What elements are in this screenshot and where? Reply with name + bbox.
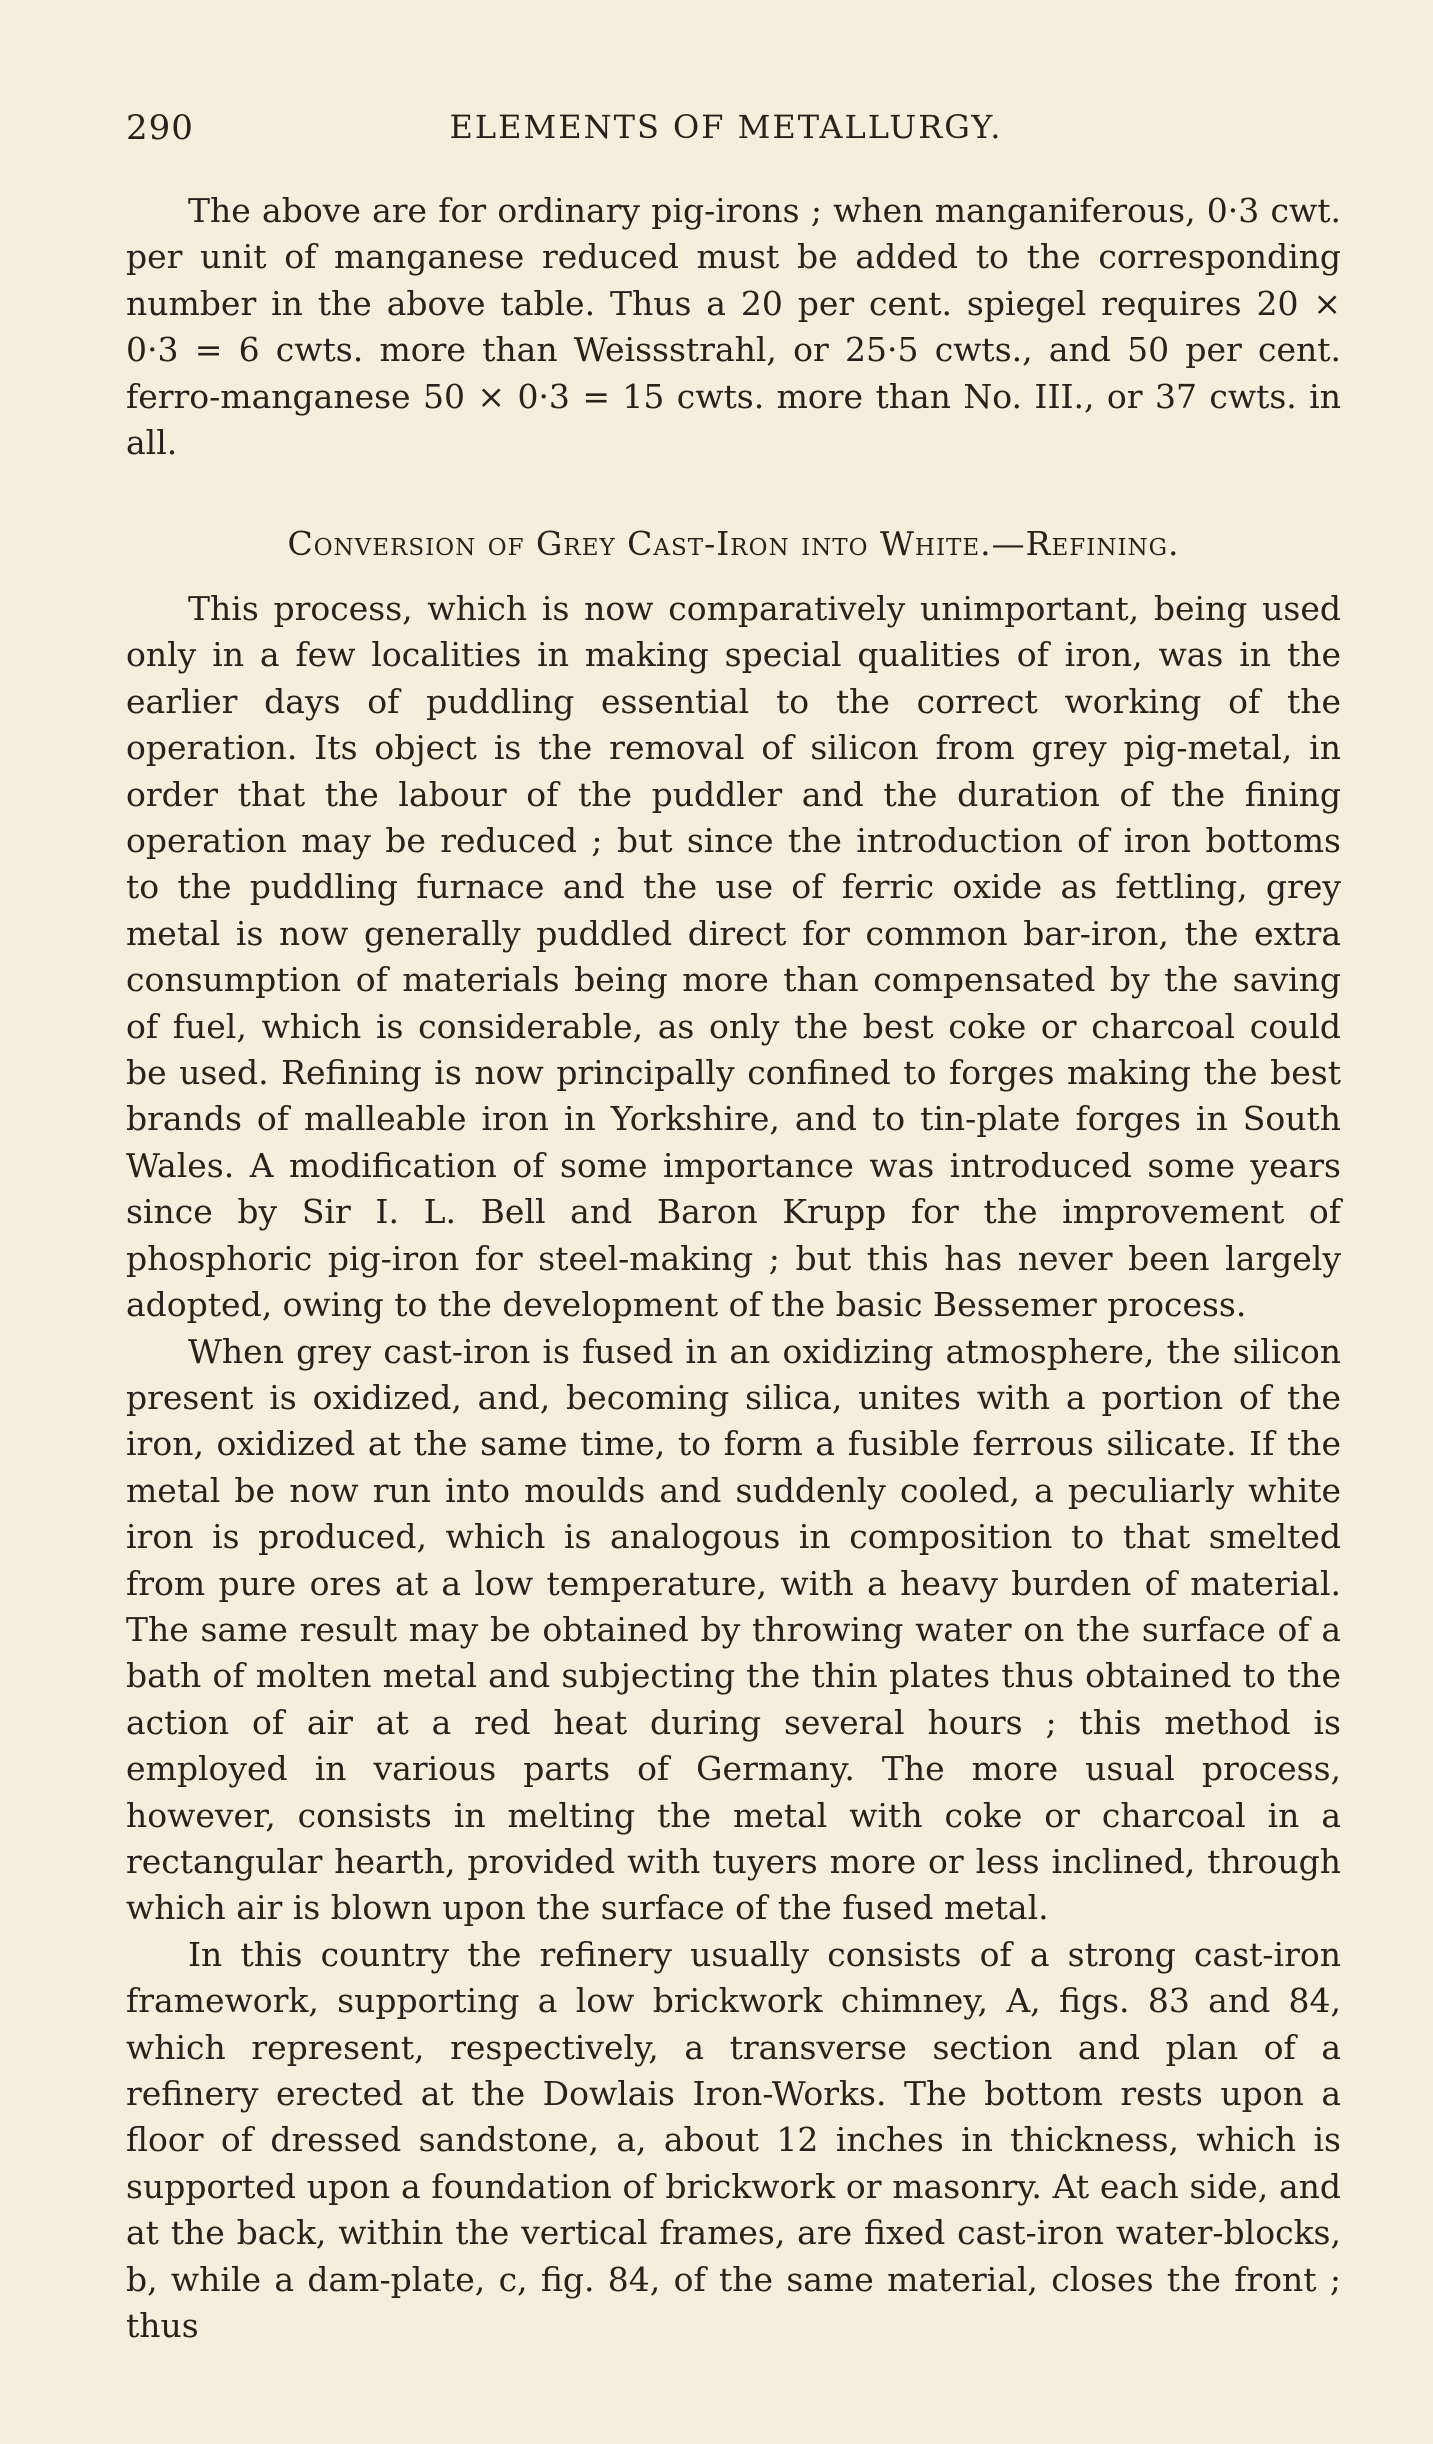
page-header (126, 108, 1326, 158)
intro-paragraph: The above are for ordinary pig-irons ; when manganiferous, 0·3 cwt. per unit of manganese reduced must be added to the corresponding number in the above table. Thus a 20 per cent. spiegel requires 20 × 0·3 = 6 cwts. more than Weissstrahl, or 25·5 cwts., and 50 per cent. ferro-manganese 50 × 0·3 = 15 cwts. more than No. III., or 37 cwts. in all. (126, 191, 1341, 463)
section-heading: Conversion of Grey Cast-Iron into White.—Refining. (287, 524, 1180, 563)
section-text-block (126, 586, 1341, 2349)
running-title: ELEMENTS OF METALLURGY. (449, 108, 1003, 146)
page-number: 290 (126, 108, 194, 148)
intro-text-block (126, 188, 1341, 466)
paragraph-oxidizing-atmosphere: When grey cast-iron is fused in an oxidizing atmosphere, the silicon present is oxidized, and, becoming silica, unites with a portion of the iron, oxidized at the same time, to form a fusible ferrous silicate. If the metal be now run into moulds and suddenly cooled, a peculiarly white iron is produced, which is analogous in composition to that smelted from pure ores at a low temperature, with a heavy burden of material. The same result may be obtained by throwing water on the surface of a bath of molten metal and subjecting the thin plates thus obtained to the action of air at a red heat during several hours ; this method is employed in various parts of Germany. The more usual process, however, consists in melting the metal with coke or charcoal in a rectangular hearth, provided with tuyers more or less inclined, through which air is blown upon the surface of the fused metal. (126, 1331, 1341, 1928)
paragraph-refinery-construction: In this country the refinery usually consists of a strong cast-iron framework, supporting a low brickwork chimney, A, figs. 83 and 84, which represent, respectively, a transverse section and plan of a refinery erected at the Dowlais Iron-Works. The bottom rests upon a floor of dressed sandstone, a, about 12 inches in thickness, which is supported upon a foundation of brickwork or masonry. At each side, and at the back, within the vertical frames, are fixed cast-iron water-blocks, b, while a dam-plate, c, fig. 84, of the same material, closes the front ; thus (126, 1934, 1341, 2346)
paragraph-refining-process: This process, which is now comparatively unimportant, being used only in a few localities in making special qualities of iron, was in the earlier days of puddling essential to the correct working of the operation. Its object is the removal of silicon from grey pig-metal, in order that the labour of the puddler and the duration of the fining operation may be reduced ; but since the introduction of iron bottoms to the puddling furnace and the use of ferric oxide as fettling, grey metal is now generally puddled direct for common bar-iron, the extra consumption of materials being more than compensated by the saving of fuel, which is considerable, as only the best coke or charcoal could be used. Refining is now principally confined to forges making the best brands of malleable iron in Yorkshire, and to tin-plate forges in South Wales. A modification of some importance was introduced some years since by Sir I. L. Bell and Baron Krupp for the improvement of phosphoric pig-iron for steel-making ; but this has never been largely adopted, owing to the development of the basic Bessemer process. (126, 589, 1341, 1325)
